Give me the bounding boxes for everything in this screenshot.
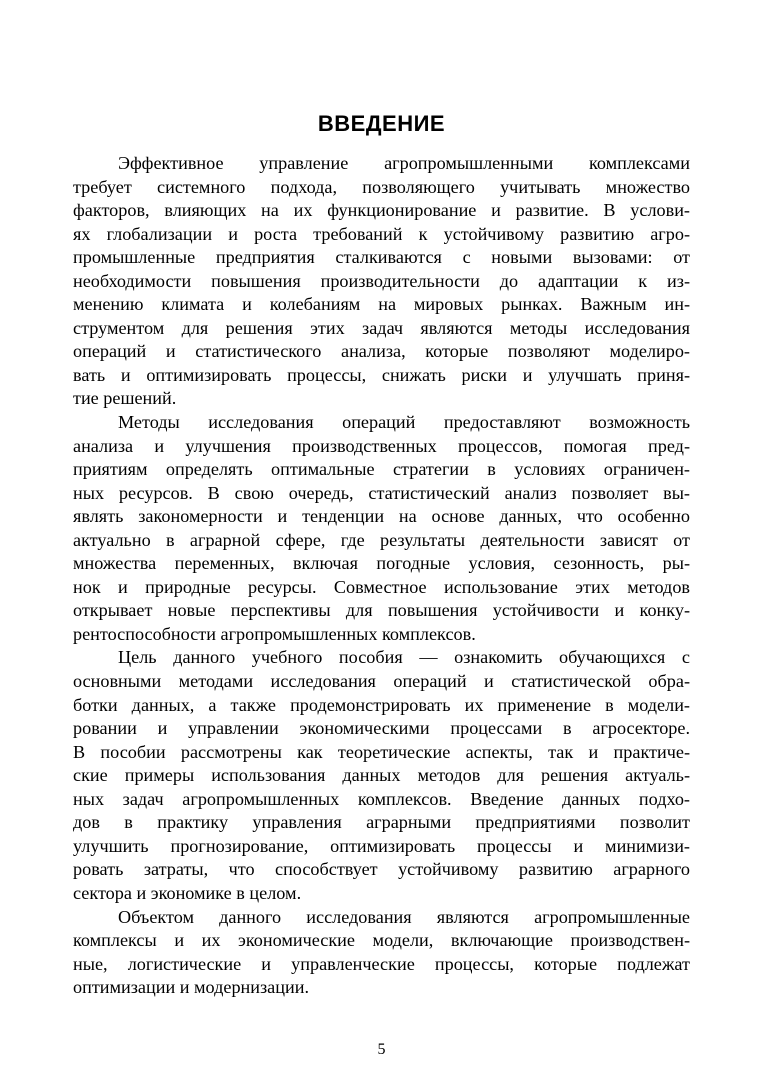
text-line: являть закономерности и тенденции на основе данных, что особенно	[73, 506, 690, 527]
text-line: промышленные предприятия сталкиваются с новыми вызовами: от	[73, 247, 690, 268]
text-line: факторов, влияющих на их функционирование и развитие. В услови-	[73, 200, 690, 221]
paragraph	[73, 152, 690, 411]
text-line: ях глобализации и роста требований к устойчивому развитию агро-	[73, 223, 690, 244]
text-line: ные, логистические и управленческие процессы, которые подлежат	[73, 953, 690, 974]
page-title: ВВЕДЕНИЕ	[317, 111, 446, 136]
page-number: 5	[377, 1041, 386, 1058]
text-line: операций и статистического анализа, которые позволяют моделиро-	[73, 341, 690, 362]
text-line: основными методами исследования операций и статистической обра-	[73, 671, 690, 692]
text-line: улучшить прогнозирование, оптимизировать процессы и минимизи-	[73, 835, 690, 856]
text-line: Цель данного учебного пособия — ознакомить обучающихся с	[118, 647, 690, 668]
text-line: ных задач агропромышленных комплексов. Введение данных подхо-	[73, 788, 690, 809]
text-line: рентоспособности агропромышленных комплексов.	[73, 623, 476, 644]
text-line: тие решений.	[73, 388, 177, 409]
text-line: Эффективное управление агропромышленными комплексами	[118, 153, 690, 173]
text-line: актуально в аграрной сфере, где результаты деятельности зависят от	[73, 529, 690, 550]
text-line: множества переменных, включая погодные условия, сезонность, ры-	[73, 553, 690, 574]
text-line: Объектом данного исследования являются агропромышленные	[118, 906, 690, 927]
text-line: оптимизации и модернизации.	[73, 977, 310, 998]
text-line: менению климата и колебаниям на мировых рынках. Важным ин-	[73, 294, 690, 315]
body-text	[73, 152, 690, 1000]
text-line: ские примеры использования данных методов для решения актуаль-	[73, 765, 690, 786]
paragraph	[73, 411, 690, 646]
text-line: комплексы и их экономические модели, включающие производствен-	[73, 930, 690, 951]
text-line: приятиям определять оптимальные стратегии в условиях ограничен-	[73, 459, 690, 480]
text-line: ровать затраты, что способствует устойчивому развитию аграрного	[73, 859, 690, 880]
text-line: ных ресурсов. В свою очередь, статистический анализ позволяет вы-	[73, 482, 690, 503]
text-line: В пособии рассмотрены как теоретические аспекты, так и практиче-	[73, 741, 690, 762]
text-line: нок и природные ресурсы. Совместное использование этих методов	[73, 576, 690, 597]
text-line: ботки данных, а также продемонстрировать их применение в модели-	[73, 694, 690, 715]
text-line: ровании и управлении экономическими процессами в агросекторе.	[73, 718, 690, 739]
text-line: сектора и экономике в целом.	[73, 882, 302, 903]
paragraph	[73, 646, 690, 905]
text-line: требует системного подхода, позволяющего учитывать множество	[73, 176, 690, 197]
paragraph	[73, 906, 690, 1000]
text-line: анализа и улучшения производственных процессов, помогая пред-	[73, 435, 690, 456]
text-line: Методы исследования операций предоставляют возможность	[118, 412, 690, 433]
text-line: дов в практику управления аграрными предприятиями позволит	[73, 812, 690, 833]
text-line: открывает новые перспективы для повышения устойчивости и конку-	[73, 600, 690, 621]
text-line: струментом для решения этих задач являются методы исследования	[73, 317, 690, 338]
text-line: вать и оптимизировать процессы, снижать риски и улучшать приня-	[73, 364, 690, 385]
text-line: необходимости повышения производительности до адаптации к из-	[73, 270, 690, 291]
